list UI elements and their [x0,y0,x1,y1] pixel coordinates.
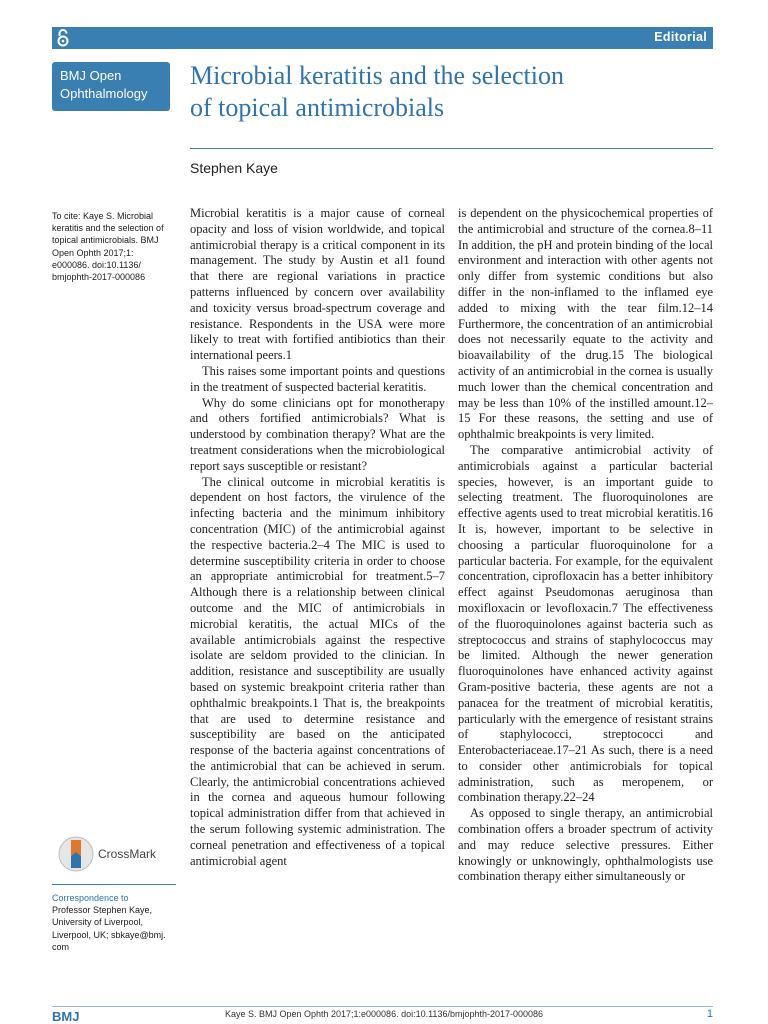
bmj-logo: BMJ [52,1009,80,1024]
crossmark-icon [58,834,94,874]
cite-line: Open Ophth 2017;1: [52,247,134,258]
section-label: Editorial [654,30,707,44]
correspondence-box [52,892,176,953]
open-access-icon [52,27,74,49]
cite-line: To cite: Kaye S. Microbial [52,211,154,221]
author-name: Stephen Kaye [190,160,278,176]
cite-line: bmjophth-2017-000086 [52,272,146,283]
body-paragraph: The clinical outcome in microbial keratitis is dependent on host factors, the virulence of the infecting bacteria and the minimum inhibitory concentration (MIC) of the antimicrobial against the respective bacteria.2–4 The MIC is used to determine susceptibility criteria in order to choose an appropriate antimicrobial for treatment.5–7 Although there is a relationship between clinical outcome and the MIC of antimicrobials in microbial keratitis, the actual MICs of the available antimicrobials against the respective isolate are seldom provided to the clinician. In addition, resistance and susceptibility are usually based on systemic breakpoint criteria rather than ophthalmic breakpoints.1 That is, the breakpoints that are used to determine resistance and susceptibility are based on the anticipated response of the bacteria against concentrations of the antimicrobial that can be achieved in serum. Clearly, the antimicrobial concentrations achieved in the cornea and aqueous humour following topical administration differ from that achieved in the serum following systemic administration. The corneal penetration and effectiveness of a topical antimicrobial agent [190,474,445,868]
title-line2: of topical antimicrobials [190,93,445,122]
top-banner [52,27,713,49]
body-paragraph: Microbial keratitis is a major cause of corneal opacity and loss of vision worldwide, and topical antimicrobial therapy is a critical component in its management. The study by Austin et al1 found that there are regional variations in practice patterns influenced by concern over availability and toxicity versus broad-spectrum coverage and resistance. Respondents in the USA were more likely to treat with fortified antibiotics than their international peers.1 [190,206,445,363]
open-access-lock-icon [56,29,70,47]
article-title [190,60,710,124]
correspondence-line: University of Liverpool, [52,917,144,928]
page-number: 1 [706,1008,713,1020]
footer-divider [52,1006,713,1007]
journal-logo [52,62,170,111]
body-paragraph: is dependent on the physicochemical properties of the antimicrobial and structure of the cornea.8–11 In addition, the pH and protein binding of the local environment and interaction with other agents not only differ from systemic conditions but also differ in the non-inflamed to the inflamed eye added to mixing with the tear film.12–14 Furthermore, the concentration of an antimicrobial does not necessarily equate to the activity and bioavailability of the drug.15 The biological activity of an antimicrobial in the cornea is usually much lower than the chemical concentration and may be less than 10% of the instilled amount.12–15 For these reasons, the setting and use of ophthalmic breakpoints is very limited. [458,206,713,442]
body-paragraph: The comparative antimicrobial activity of antimicrobials against a particular bacterial species, however, is an important guide to selecting treatment. The fluoroquinolones are effective agents used to treat microbial keratitis.16 It is, however, important to be selective in choosing a particular fluoroquinolone for a particular bacteria. For example, for the equivalent concentration, ciprofloxacin has a better inhibitory effect against Pseudomonas aeruginosa than moxifloxacin or levofloxacin.7 The effectiveness of the fluoroquinolones against bacteria such as streptococcus and strains of staphylococcus may be limited. Although the newer generation fluoroquinolones have enhanced activity against Gram-positive bacteria, these agents are not a panacea for the treatment of microbial keratitis, particularly with the emergence of resistant strains of staphylococci, streptococci and Enterobacteriaceae.17–21 As such, there is a need to consider other antimicrobials for topical administration, such as meropenem, or combination therapy.22–24 [458,442,713,805]
body-column-left [190,206,445,869]
body-paragraph: Why do some clinicians opt for monotherapy and others fortified antimicrobials? What is understood by combination therapy? What are the treatment considerations when the microbiological report says susceptible or resistant? [190,395,445,473]
crossmark-badge[interactable] [58,832,168,876]
correspondence-line: Liverpool, UK; sbkaye@bmj. [52,929,166,940]
cite-line: topical antimicrobials. BMJ [52,235,159,246]
correspondence-line: com [52,941,70,952]
body-paragraph: As opposed to single therapy, an antimicrobial combination offers a broader spectrum of activity and may reduce selective pressures. Either knowingly or unknowingly, ophthalmologists use combination therapy either simultaneously or [458,806,713,884]
correspondence-divider [52,884,176,885]
cite-box [52,210,176,283]
title-line1: Microbial keratitis and the selection [190,61,564,90]
body-column-right [458,206,713,885]
correspondence-line: Professor Stephen Kaye, [52,905,153,916]
body-paragraph: This raises some important points and questions in the treatment of suspected bacterial keratitis. [190,363,445,394]
footer-citation: Kaye S. BMJ Open Ophth 2017;1:e000086. doi:10.1136/bmjophth-2017-000086 [224,1009,544,1019]
cite-line: e000086. doi:10.1136/ [52,259,141,270]
journal-name-line1: BMJ Open [60,68,122,83]
title-divider [190,148,713,149]
cite-line: keratitis and the selection of [52,223,164,234]
correspondence-heading: Correspondence to [52,893,129,903]
journal-name-line2: Ophthalmology [60,86,148,101]
crossmark-label: CrossMark [98,847,157,861]
